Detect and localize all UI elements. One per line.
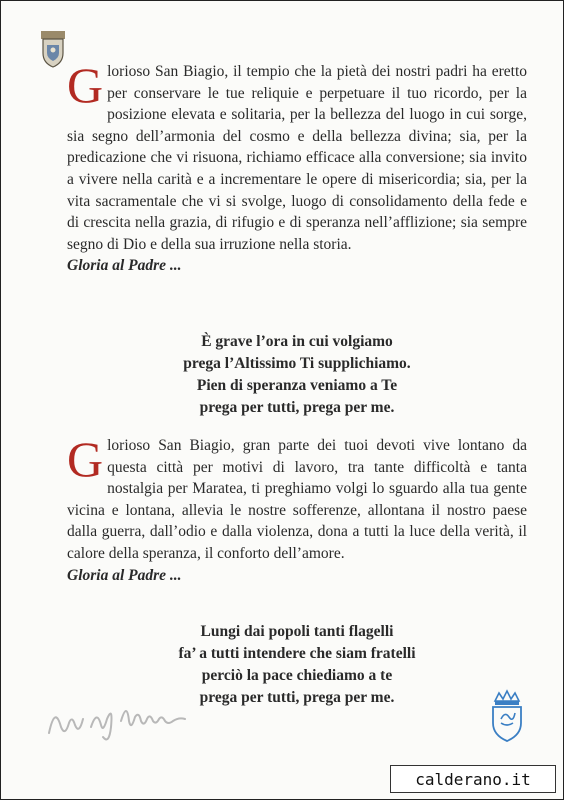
crest-icon: [485, 689, 529, 745]
verse-line: Lungi dai popoli tanti flagelli: [200, 623, 394, 640]
verse-line: fa’ a tutti intendere che siam fratelli: [178, 645, 416, 662]
hymn-verse-1: [67, 331, 527, 419]
verse-line: perciò la pace chiediamo a te: [201, 667, 393, 684]
verse-line: prega l’Altissimo Ti supplichiamo.: [183, 355, 411, 372]
verse-line: È grave l’ora in cui volgiamo: [201, 333, 393, 350]
prayer-text: lorioso San Biagio, il tempio che la pietà dei nostri padri ha eretto per conservare le tue reliquie e perpetuare il tuo ricordo, per la posizione elevata e solitaria, per la bellezza del luogo in cui sorge, sia segno dell’armonia del cosmo e della bellezza divina; sia, per la predicazione che vi risuona, richiamo efficace alla conversione; sia invito a vivere nella carità e a incrementare le opere di misericordia; sia, per la vita sacramentale che vi si svolge, luogo di consolidamento della fede e di crescita nella grazia, di rifugio e di speranza nell’afflizione; sia sempre segno di Dio e della sua irruzione nella storia.: [67, 63, 527, 253]
gloria-line: Gloria al Padre ...: [67, 566, 182, 584]
prayer-text: lorioso San Biagio, gran parte dei tuoi devoti vive lontano da questa città per motivi di lavoro, tra tante difficoltà e tanta nostalgia per Maratea, ti preghiamo volgi lo sguardo alla tua gente vicina e lontana, allevia le nostre sofferenze, allontana il nostro paese dalla guerra, dall’odio e dalla violenza, dona a tutti la luce della verità, il calore della speranza, il conforto dell’amore.: [67, 437, 527, 562]
site-watermark: calderano.it: [390, 765, 556, 793]
dropcap-letter: G: [67, 431, 104, 487]
dropcap-letter: G: [67, 57, 104, 113]
handwritten-signature-icon: [45, 697, 215, 743]
verse-line: Pien di speranza veniamo a Te: [196, 377, 398, 394]
prayer-paragraph-1: [67, 57, 527, 277]
coat-of-arms-logo-icon: [35, 29, 71, 71]
gloria-line: Gloria al Padre ...: [67, 257, 182, 275]
verse-line: prega per tutti, prega per me.: [199, 689, 395, 706]
prayer-paragraph-2: [67, 431, 527, 586]
verse-line: prega per tutti, prega per me.: [199, 399, 395, 416]
hymn-verse-2: [67, 621, 527, 709]
